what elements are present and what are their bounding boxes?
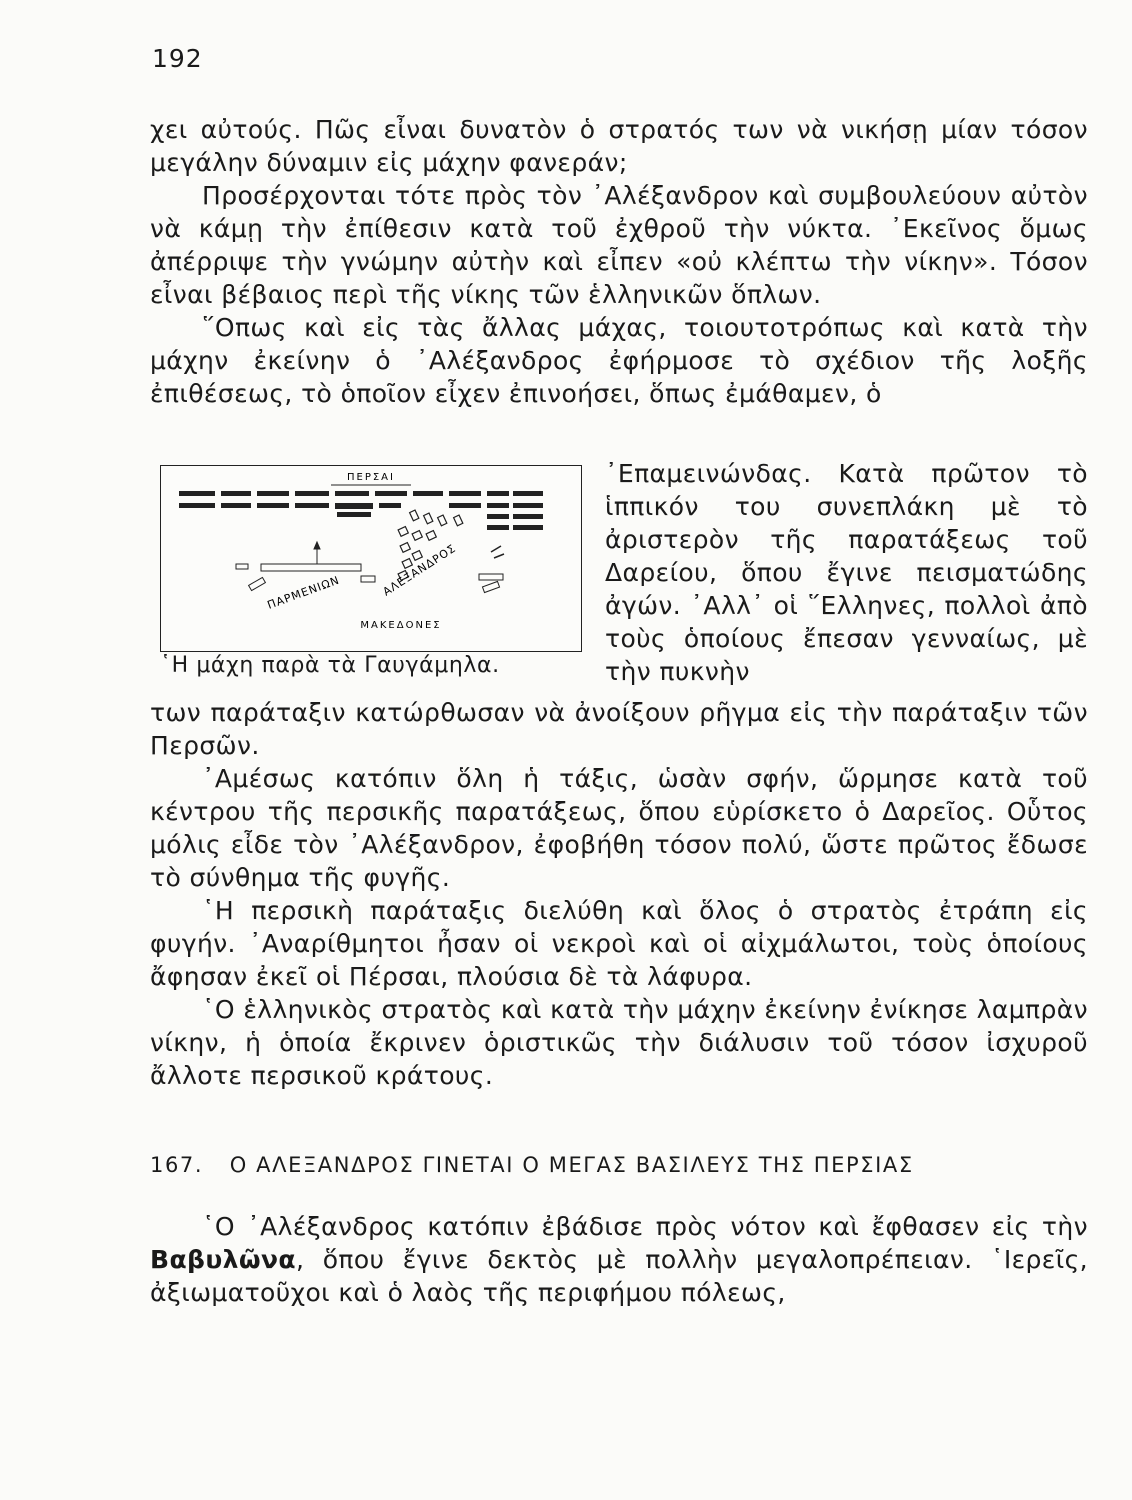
paragraph-3: ῞Οπως καὶ εἰς τὰς ἄλλας μάχας, τοιουτοτρόπως καὶ κατὰ τὴν μάχην ἐκείνην ὁ ᾿Αλέξανδρος ἐφήρμοσε τὸ σχέδιον τῆς λοξῆς ἐπιθέσεως, τὸ ὁποῖον εἶχεν ἐπινοήσει, ὅπως ἐμάθαμεν, ὁ (150, 313, 1088, 408)
final-text-end: , ὅπου ἔγινε δεκτὸς μὲ πολλὴν μεγαλοπρέπειαν. ῾Ιερεῖς, ἀξιωματοῦχοι καὶ ὁ λαὸς τῆς περιφήμου πόλεως, (150, 1245, 1088, 1307)
text-beside-figure: ᾿Επαμεινώνδας. Κατὰ πρῶτον τὸ ἱππικόν του συνεπλάκη μὲ τὸ ἀριστερὸν τῆς παρατάξεως τοῦ Δαρείου, ὅπου ἔγινε πεισματώδης ἀγών. ᾿Αλλ᾿ οἱ ῞Ελληνες, πολλοὶ ἀπὸ τοὺς ὁποίους ἔπεσαν γενναίως, μὲ τὴν πυκνὴν (605, 459, 1088, 686)
label-alexander: ΑΛΕΞΑΝΔΡΟΣ (380, 541, 459, 599)
paragraph-8 (150, 1210, 1088, 1309)
section-number: 167. (150, 1153, 204, 1177)
body-text-top (150, 113, 1088, 410)
city-babylon: Βαβυλῶνα (150, 1245, 296, 1274)
body-text-after-figure (150, 696, 1088, 1092)
page-number: 192 (152, 44, 203, 73)
macedonian-line (236, 542, 504, 593)
persian-ranks (179, 491, 543, 530)
battle-diagram (160, 465, 582, 652)
paragraph-7: ῾Ο ἑλληνικὸς στρατὸς καὶ κατὰ τὴν μάχην ἐκείνην ἐνίκησε λαμπρὰν νίκην, ἡ ὁποία ἔκρινεν ὁριστικῶς τὴν διάλυσιν τοῦ τόσον ἰσχυροῦ ἄλλοτε περσικοῦ κράτους. (150, 995, 1088, 1090)
paragraph-continuation: των παράταξιν κατώρθωσαν νὰ ἀνοίξουν ρῆγμα εἰς τὴν παράταξιν τῶν Περσῶν. (150, 698, 1088, 760)
final-text-start: ῾Ο ᾿Αλέξανδρος κατόπιν ἐβάδισε πρὸς νότον καὶ ἔφθασεν εἰς τὴν (202, 1212, 1088, 1241)
final-paragraph (150, 1210, 1088, 1309)
paragraph-1: χει αὐτούς. Πῶς εἶναι δυνατὸν ὁ στρατός των νὰ νικήσῃ μίαν τόσον μεγάλην δύναμιν εἰς μάχην φανεράν; (150, 115, 1088, 177)
label-parmenion: ΠΑΡΜΕΝΙΩΝ (265, 573, 342, 612)
battle-diagram-svg (161, 466, 581, 651)
paragraph-2: Προσέρχονται τότε πρὸς τὸν ᾿Αλέξανδρον καὶ συμβουλεύουν αὐτὸν νὰ κάμῃ τὴν ἐπίθεσιν κατὰ τοῦ ἐχθροῦ τὴν νύκτα. ᾿Εκεῖνος ὅμως ἀπέρριψε τὴν γνώμην αὐτὴν καὶ εἶπεν «οὐ κλέπτω τὴν νίκην». Τόσον εἶναι βέβαιος περὶ τῆς νίκης τῶν ἑλληνικῶν ὅπλων. (150, 181, 1088, 309)
paragraph-6: ῾Η περσικὴ παράταξις διελύθη καὶ ὅλος ὁ στρατὸς ἐτράπη εἰς φυγήν. ᾿Αναρίθμητοι ἦσαν οἱ νεκροὶ καὶ οἱ αἰχμάλωτοι, τοὺς ὁποίους ἄφησαν ἐκεῖ οἱ Πέρσαι, πλούσια δὲ τὰ λάφυρα. (150, 896, 1088, 991)
paragraph-5: ᾿Αμέσως κατόπιν ὅλη ἡ τάξις, ὡσὰν σφήν, ὥρμησε κατὰ τοῦ κέντρου τῆς περσικῆς παρατάξεως, ὅπου εὑρίσκετο ὁ Δαρεῖος. Οὗτος μόλις εἶδε τὸν ᾿Αλέξανδρον, ἐφοβήθη τόσον πολύ, ὥστε πρῶτος ἔδωσε τὸ σύνθημα τῆς φυγῆς. (150, 764, 1088, 892)
label-macedonians: ΜΑΚΕΔΟΝΕΣ (360, 620, 442, 631)
label-persians: ΠΕΡΣΑΙ (347, 472, 395, 483)
section-title: Ο ΑΛΕΞΑΝΔΡΟΣ ΓΙΝΕΤΑΙ Ο ΜΕΓΑΣ ΒΑΣΙΛΕΥΣ ΤΗΣ ΠΕΡΣΙΑΣ (229, 1153, 914, 1177)
figure-caption: ῾Η μάχη παρὰ τὰ Γαυγάμηλα. (160, 653, 500, 678)
section-heading (150, 1153, 1090, 1177)
